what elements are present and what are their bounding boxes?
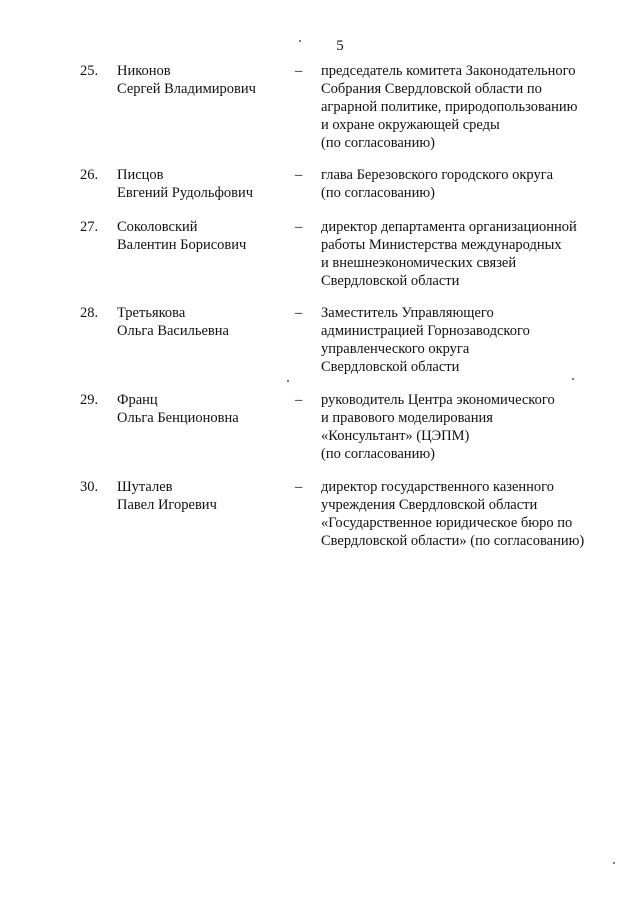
dash-separator: – [295, 167, 303, 183]
role-line: «Государственное юридическое бюро по [321, 515, 573, 531]
role-line: учреждения Свердловской области [321, 497, 538, 513]
role-line: (по согласованию) [321, 446, 435, 462]
person-surname: Шуталев [117, 479, 173, 495]
role-line: руководитель Центра экономического [321, 392, 555, 408]
scan-speck [299, 40, 301, 42]
entry-number: 28. [80, 305, 99, 321]
person-role [321, 391, 621, 463]
role-line: и охране окружающей среды [321, 117, 500, 133]
role-line: глава Березовского городского округа [321, 167, 554, 183]
person-name [117, 62, 287, 98]
role-line: управленческого округа [321, 341, 470, 357]
role-line: администрацией Горнозаводского [321, 323, 530, 339]
page-number: 5 [336, 38, 344, 54]
role-line: «Консультант» (ЦЭПМ) [321, 428, 470, 444]
person-surname: Соколовский [117, 219, 198, 235]
person-role [321, 304, 621, 376]
role-line: директор государственного казенного [321, 479, 555, 495]
person-surname: Франц [117, 392, 158, 408]
role-line: Заместитель Управляющего [321, 305, 494, 321]
entry-number: 30. [80, 479, 99, 495]
entry-number: 26. [80, 167, 99, 183]
dash-separator: – [295, 63, 303, 79]
role-line: (по согласованию) [321, 185, 435, 201]
role-line: и правового моделирования [321, 410, 493, 426]
role-line: работы Министерства международных [321, 237, 562, 253]
person-name [117, 478, 287, 514]
person-name [117, 391, 287, 427]
role-line: аграрной политике, природопользованию [321, 99, 578, 115]
entry-number: 25. [80, 63, 99, 79]
scan-speck [572, 378, 574, 380]
person-role [321, 218, 621, 290]
entry-number: 27. [80, 219, 99, 235]
person-name [117, 166, 287, 202]
role-line: директор департамента организационной [321, 219, 577, 235]
role-line: Свердловской области [321, 273, 460, 289]
person-surname: Третьякова [117, 305, 186, 321]
entry-number: 29. [80, 392, 99, 408]
scan-speck [613, 862, 615, 864]
person-name [117, 304, 287, 340]
person-given-name: Валентин Борисович [117, 237, 247, 253]
person-role [321, 166, 621, 202]
person-given-name: Ольга Бенционовна [117, 410, 239, 426]
person-surname: Писцов [117, 167, 164, 183]
role-line: Собрания Свердловской области по [321, 81, 542, 97]
person-given-name: Сергей Владимирович [117, 81, 256, 97]
person-role [321, 478, 621, 550]
person-given-name: Евгений Рудольфович [117, 185, 254, 201]
person-surname: Никонов [117, 63, 171, 79]
dash-separator: – [295, 305, 303, 321]
role-line: председатель комитета Законодательного [321, 63, 576, 79]
role-line: Свердловской области [321, 359, 460, 375]
dash-separator: – [295, 479, 303, 495]
role-line: (по согласованию) [321, 135, 435, 151]
role-line: Свердловской области» (по согласованию) [321, 533, 585, 549]
person-name [117, 218, 287, 254]
person-given-name: Ольга Васильевна [117, 323, 229, 339]
dash-separator: – [295, 392, 303, 408]
person-given-name: Павел Игоревич [117, 497, 217, 513]
scan-speck [287, 380, 289, 382]
dash-separator: – [295, 219, 303, 235]
role-line: и внешнеэкономических связей [321, 255, 517, 271]
person-role [321, 62, 621, 152]
